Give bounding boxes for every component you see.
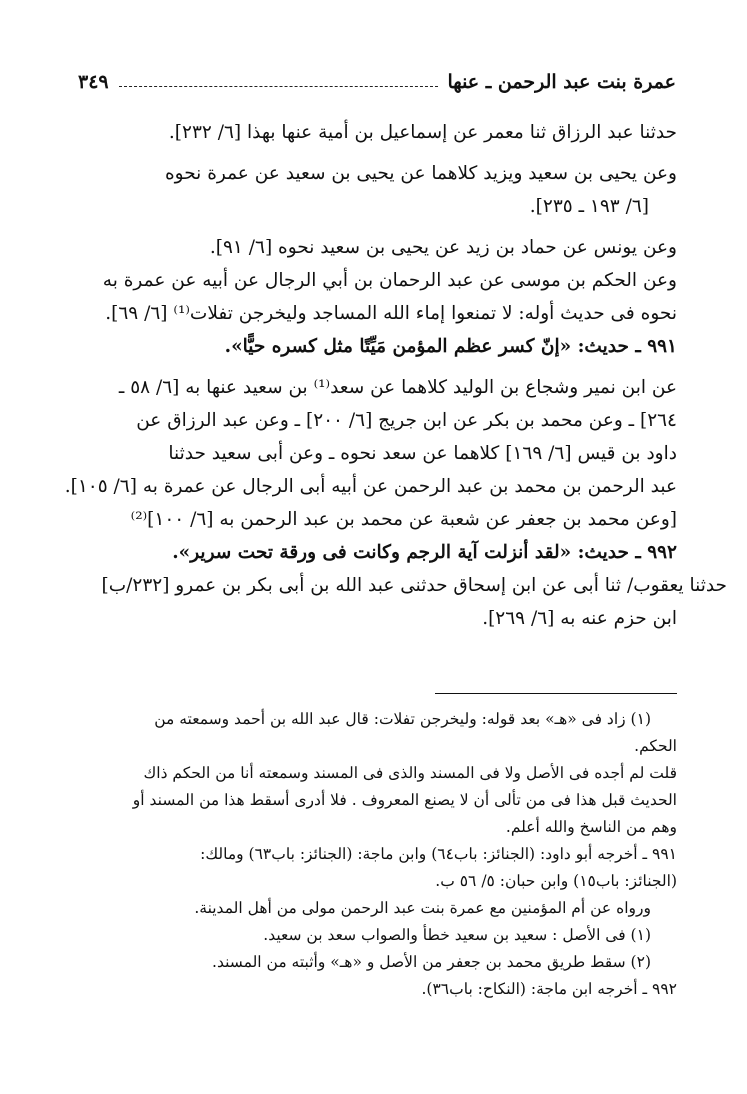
header-leader-line [119, 86, 438, 87]
text-line: عبد الرحمن بن محمد بن عبد الرحمن عن أبيه أبى الرجال عن عمرة به [٦/ ١٠٥]. [64, 476, 677, 497]
main-text [62, 116, 727, 635]
page-header [78, 68, 676, 96]
footnote-line: ورواه عن أم المؤمنين مع عمرة بنت عبد الرحمن مولى من أهل المدينة. [194, 899, 651, 917]
footnote-line: قلت لم أجده فى الأصل ولا فى المسند والذى فى المسند وسمعته أنا من الحكم ذاك [143, 764, 677, 782]
footnote-line: ٩٩١ ـ أخرجه أبو داود: (الجنائز: باب٦٤) وابن ماجة: (الجنائز: باب٦٣) ومالك: [200, 845, 677, 863]
text-line: نحوه فى حديث أوله: لا تمنعوا إماء الله المساجد وليخرجن تفلات⁽¹⁾ [٦/ ٦٩]. [105, 303, 677, 324]
text-line: [وعن محمد بن جعفر عن شعبة عن محمد بن عبد الرحمن به [٦/ ١٠٠]⁽²⁾ [130, 509, 677, 530]
footnote-line: (الجنائز: باب١٥) وابن حبان: ٥/ ٥٦ ب. [435, 872, 677, 890]
running-title: عمرة بنت عبد الرحمن ـ عنها [447, 71, 676, 93]
text-line: وعن يونس عن حماد بن زيد عن يحيى بن سعيد نحوه [٦/ ٩١]. [209, 237, 677, 258]
text-line: عن ابن نمير وشجاع بن الوليد كلاهما عن سعد⁽¹⁾ بن سعيد عنها به [٦/ ٥٨ ـ [118, 377, 677, 398]
text-line: ابن حزم عنه به [٦/ ٢٦٩]. [482, 608, 677, 629]
text-line: حدثنا عبد الرزاق ثنا معمر عن إسماعيل بن أمية عنها بهذا [٦/ ٢٣٢]. [168, 122, 677, 143]
hadith-heading-991: ٩٩١ ـ حديث: «إنّ كسر عظم المؤمن مَيِّتًا مثل كسره حيًّا». [224, 336, 677, 357]
footnote-divider [435, 693, 677, 694]
hadith-heading-992: ٩٩٢ ـ حديث: «لقد أنزلت آية الرجم وكانت فى ورقة تحت سرير». [172, 542, 677, 563]
text-line: حدثنا يعقوب/ ثنا أبى عن ابن إسحاق حدثنى عبد الله بن أبى بكر بن عمرو [٢٣٢/ب] [101, 575, 727, 596]
footnote-line: الحكم. [634, 737, 677, 755]
text-line: [٦/ ١٩٣ ـ ٢٣٥]. [529, 196, 649, 217]
footnote-line: وهم من الناسخ والله أعلم. [505, 818, 677, 836]
page-number: ٣٤٩ [78, 71, 109, 93]
text-line: داود بن قيس [٦/ ١٦٩] كلاهما عن سعد نحوه ـ وعن أبى سعيد حدثنا [168, 443, 677, 464]
footnotes [62, 706, 677, 1003]
footnote-line: (١) زاد فى «هـ» بعد قوله: وليخرجن تفلات: قال عبد الله بن أحمد وسمعته من [154, 710, 651, 728]
text-line: وعن الحكم بن موسى عن عبد الرحمان بن أبي الرجال عن أبيه عن عمرة به [102, 270, 677, 291]
text-line: وعن يحيى بن سعيد ويزيد كلاهما عن يحيى بن سعيد عن عمرة نحوه [164, 163, 677, 184]
footnote-line: الحديث قبل هذا فى من تألى أن لا يصنع المعروف . فلا أدرى أسقط هذا من المسند أو [132, 791, 677, 809]
footnote-line: ٩٩٢ ـ أخرجه ابن ماجة: (النكاح: باب٣٦). [421, 980, 677, 998]
footnote-line: (٢) سقط طريق محمد بن جعفر من الأصل و «هـ» وأثبته من المسند. [212, 953, 651, 971]
footnote-line: (١) فى الأصل : سعيد بن سعيد خطأ والصواب سعد بن سعيد. [263, 926, 651, 944]
text-line: ٢٦٤] ـ وعن محمد بن بكر عن ابن جريج [٦/ ٢٠٠] ـ وعن عبد الرزاق عن [136, 410, 677, 431]
